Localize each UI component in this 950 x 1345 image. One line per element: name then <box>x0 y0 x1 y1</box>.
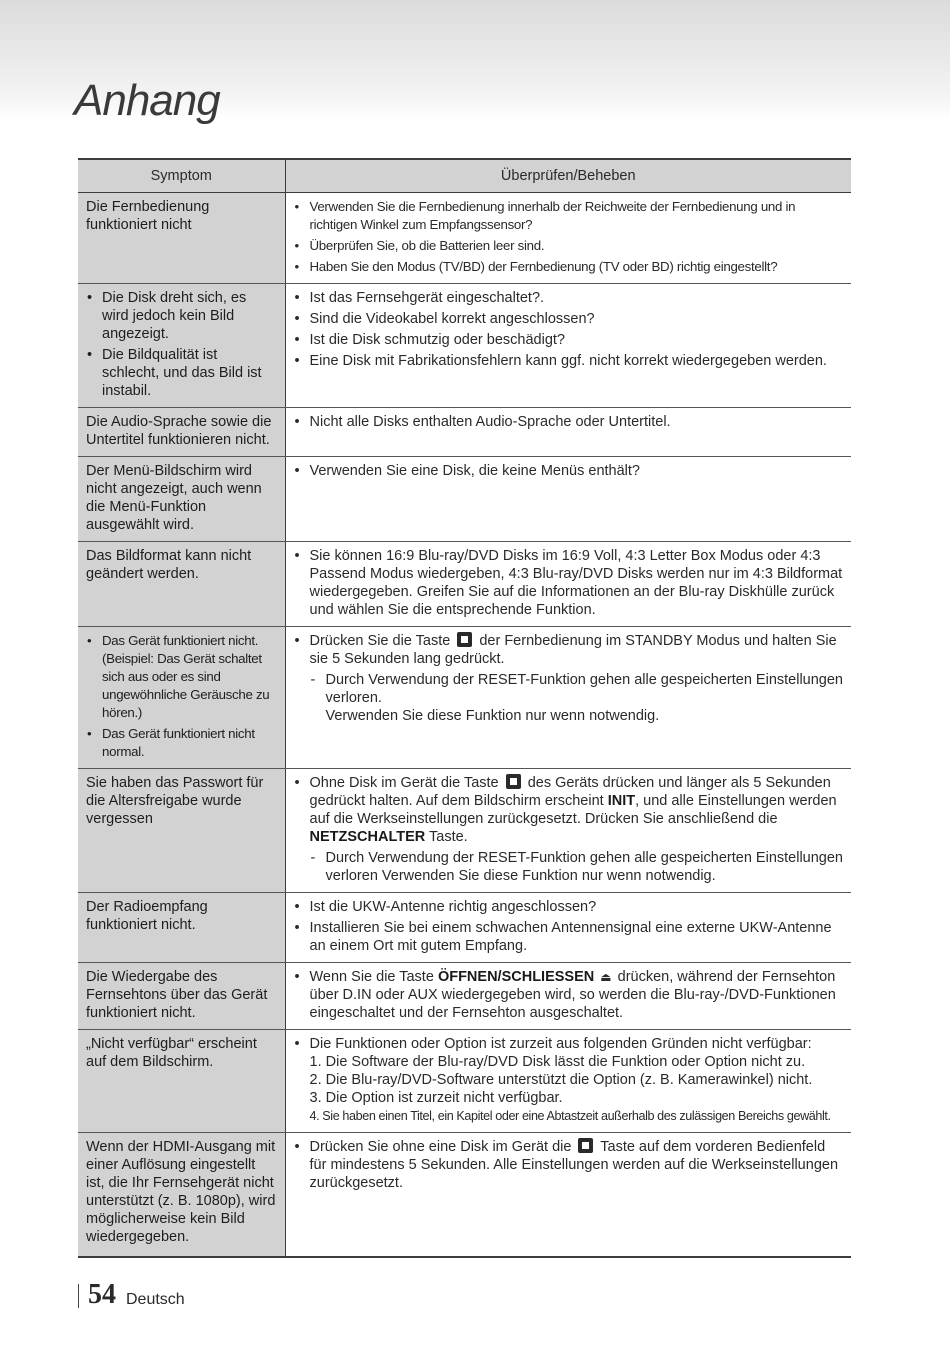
fix-cell <box>285 963 851 1030</box>
list-item <box>294 968 844 1022</box>
list-item: • Nicht alle Disks enthalten Audio-Sprache oder Untertitel. <box>294 413 844 431</box>
list-item: • Verwenden Sie eine Disk, die keine Menüs enthält? <box>294 462 844 480</box>
fix-cell <box>285 1030 851 1133</box>
fix-text-pre: Drücken Sie die Taste <box>309 633 451 649</box>
stop-key-icon <box>506 774 521 789</box>
table-row <box>78 408 851 457</box>
footer-rule <box>78 1284 79 1308</box>
fix-text-post: der Fernbedienung im STANDBY Modus und halten Sie sie 5 Sekunden lang gedrückt. <box>309 633 837 667</box>
symptom-list <box>86 632 277 761</box>
fix-cell <box>285 893 851 963</box>
fix-list <box>294 198 844 276</box>
fix-text-post: drücken, während der Fernsehton über D.IN oder AUX wiedergegeben wird, so werden die Blu-ray-/DVD-Funktionen eingeschaltet und der Fernsehton ausgeschaltet. <box>309 969 836 1021</box>
fix-text-post: Taste auf dem vorderen Bedienfeld für mindestens 5 Sekunden. Alle Einstellungen werden auf die Werkseinstellungen zurückgesetzt. <box>309 1139 839 1191</box>
header-symptom: Symptom <box>78 159 285 193</box>
table-row <box>78 542 851 627</box>
fix-cell <box>285 542 851 627</box>
fix-list <box>294 413 844 431</box>
table-row <box>78 769 851 893</box>
fix-list <box>294 968 844 1022</box>
troubleshooting-table-wrapper <box>78 158 851 1258</box>
fix-text-pre: Wenn Sie die Taste <box>309 969 434 985</box>
list-item <box>294 774 844 885</box>
numbered-item: 4. Sie haben einen Titel, ein Kapitel oder eine Abtastzeit außerhalb des zulässigen Bereichs gewählt. <box>309 1109 831 1123</box>
fix-cell <box>285 193 851 284</box>
list-item <box>294 1138 844 1192</box>
fix-cell <box>285 1133 851 1258</box>
init-label: INIT <box>607 793 636 809</box>
sub-note-line: Durch Verwendung der RESET-Funktion gehen alle gespeicherten Einstellungen verloren Verwenden Sie diese Funktion nur wenn notwendig. <box>325 850 843 884</box>
list-item: • Eine Disk mit Fabrikationsfehlern kann ggf. nicht korrekt wiedergegeben werden. <box>294 352 844 370</box>
dash-marker: - <box>310 672 316 688</box>
table-row <box>78 457 851 542</box>
table-header-row <box>78 159 851 193</box>
dash-marker: - <box>310 850 316 866</box>
sub-note <box>310 849 844 885</box>
numbered-item: 1. Die Software der Blu-ray/DVD Disk lässt die Funktion oder Option nicht zu. <box>309 1054 806 1070</box>
stop-key-icon <box>578 1138 593 1153</box>
list-item: • Das Gerät funktioniert nicht normal. <box>86 725 277 761</box>
list-item: • Verwenden Sie die Fernbedienung innerhalb der Reichweite der Fernbedienung und in richtigen Winkel zum Empfangssensor? <box>294 198 844 234</box>
table-row <box>78 893 851 963</box>
symptom-cell: Die Audio-Sprache sowie die Untertitel funktionieren nicht. <box>78 408 285 457</box>
symptom-cell: Die Fernbedienung funktioniert nicht <box>78 193 285 284</box>
sub-note-line: Durch Verwendung der RESET-Funktion gehen alle gespeicherten Einstellungen verloren. <box>325 672 843 706</box>
fix-cell <box>285 627 851 769</box>
page-language: Deutsch <box>126 1291 185 1308</box>
fix-list <box>294 1138 844 1192</box>
fix-list <box>294 1035 844 1125</box>
fix-intro: • Die Funktionen oder Option ist zurzeit aus folgenden Gründen nicht verfügbar: <box>309 1036 812 1052</box>
fix-list <box>294 462 844 480</box>
open-close-label: ÖFFNEN/SCHLIESSEN <box>437 969 595 985</box>
page-title: Anhang <box>74 76 220 125</box>
symptom-cell: Der Radioempfang funktioniert nicht. <box>78 893 285 963</box>
page-number: 54 <box>88 1279 116 1310</box>
list-item: • Installieren Sie bei einem schwachen Antennensignal eine externe UKW-Antenne an einem Ort mit gutem Empfang. <box>294 919 844 955</box>
fix-list <box>294 898 844 955</box>
fix-list <box>294 774 844 885</box>
stop-key-icon <box>457 632 472 647</box>
fix-list <box>294 632 844 725</box>
fix-cell <box>285 284 851 408</box>
symptom-cell: Der Menü-Bildschirm wird nicht angezeigt, auch wenn die Menü-Funktion ausgewählt wird. <box>78 457 285 542</box>
table-row <box>78 193 851 284</box>
sub-note-line: Verwenden Sie diese Funktion nur wenn notwendig. <box>325 708 660 724</box>
list-item: • Ist das Fernsehgerät eingeschaltet?. <box>294 289 844 307</box>
table-row <box>78 627 851 769</box>
eject-icon: ⏏ <box>600 970 612 984</box>
fix-cell <box>285 457 851 542</box>
list-item: • Sind die Videokabel korrekt angeschlossen? <box>294 310 844 328</box>
sub-note <box>310 671 844 725</box>
table-row <box>78 284 851 408</box>
symptom-list <box>86 289 277 400</box>
list-item: • Ist die UKW-Antenne richtig angeschlossen? <box>294 898 844 916</box>
list-item: • Haben Sie den Modus (TV/BD) der Fernbedienung (TV oder BD) richtig eingestellt? <box>294 258 844 276</box>
table-row <box>78 963 851 1030</box>
list-item: • Überprüfen Sie, ob die Batterien leer sind. <box>294 237 844 255</box>
fix-cell <box>285 408 851 457</box>
symptom-cell: Die Wiedergabe des Fernsehtons über das Gerät funktioniert nicht. <box>78 963 285 1030</box>
fix-text-mid: des Geräts drücken und länger als 5 Sekunden gedrückt halten. Auf dem Bildschirm erscheint <box>309 775 831 809</box>
header-fix: Überprüfen/Beheben <box>285 159 851 193</box>
fix-text-pre: Ohne Disk im Gerät die Taste <box>309 775 499 791</box>
table-row <box>78 1133 851 1258</box>
fix-text-mid2: , und alle Einstellungen werden auf die Werkseinstellungen zurückgesetzt. Drücken Sie anschließend die <box>309 793 837 827</box>
fix-list <box>294 547 844 619</box>
table-row <box>78 1030 851 1133</box>
list-item <box>294 632 844 725</box>
fix-text-end: Taste. <box>429 829 468 845</box>
fix-cell <box>285 769 851 893</box>
numbered-item: 2. Die Blu-ray/DVD-Software unterstützt die Option (z. B. Kamerawinkel) nicht. <box>309 1072 813 1088</box>
troubleshooting-table <box>78 158 851 1258</box>
symptom-cell <box>78 284 285 408</box>
fix-list <box>294 289 844 370</box>
list-item: • Die Bildqualität ist schlecht, und das Bild ist instabil. <box>86 346 277 400</box>
symptom-cell: Wenn der HDMI-Ausgang mit einer Auflösung eingestellt ist, die Ihr Fernsehgerät nicht unterstützt (z. B. 1080p), wird möglicherweise kein Bild wiedergegeben. <box>78 1133 285 1258</box>
symptom-cell <box>78 627 285 769</box>
list-item: • Die Disk dreht sich, es wird jedoch kein Bild angezeigt. <box>86 289 277 343</box>
symptom-cell: Sie haben das Passwort für die Altersfreigabe wurde vergessen <box>78 769 285 893</box>
list-item: • Sie können 16:9 Blu-ray/DVD Disks im 16:9 Voll, 4:3 Letter Box Modus oder 4:3 Passend Modus wiedergeben, 4:3 Blu-ray/DVD Disks werden nur im 4:3 Bildformat wiedergegeben. Greifen Sie auf die Informationen an der Blu-ray Diskhülle zurück und wählen Sie die entsprechende Funktion. <box>294 547 844 619</box>
list-item <box>294 1035 844 1125</box>
numbered-item: 3. Die Option ist zurzeit nicht verfügbar. <box>309 1090 563 1106</box>
netzschalter-label: NETZSCHALTER <box>309 829 426 845</box>
symptom-cell: Das Bildformat kann nicht geändert werden. <box>78 542 285 627</box>
fix-text-pre: Drücken Sie ohne eine Disk im Gerät die <box>309 1139 572 1155</box>
list-item: • Ist die Disk schmutzig oder beschädigt? <box>294 331 844 349</box>
list-item: • Das Gerät funktioniert nicht. (Beispiel: Das Gerät schaltet sich aus oder es sind ungewöhnliche Geräusche zu hören.) <box>86 632 277 722</box>
symptom-cell: „Nicht verfügbar“ erscheint auf dem Bildschirm. <box>78 1030 285 1133</box>
